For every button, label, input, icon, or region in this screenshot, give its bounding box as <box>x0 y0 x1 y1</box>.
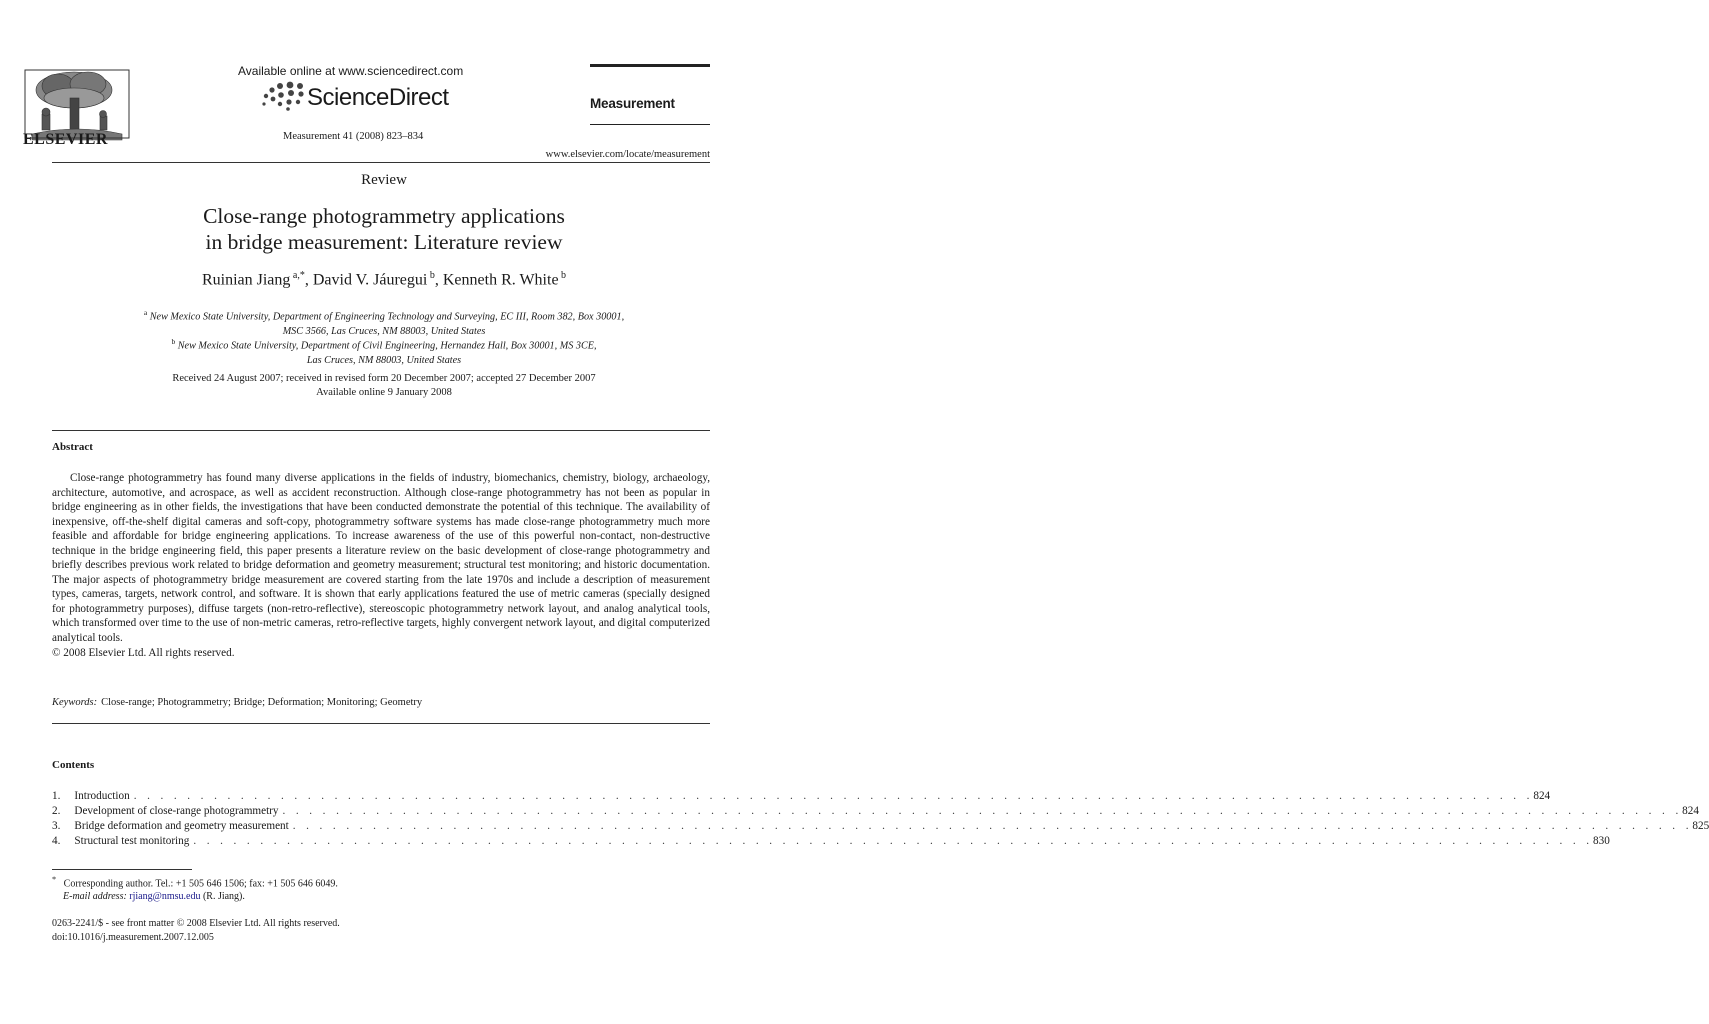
toc-leader: . . . . . . . . . . . . . . . . . . . . . . . . . . . . . . . . . . . . . . . . . . . . . . . . . . . . . . . . . . . . . . . . . . . . . . . . . . . . . . . . . . . . . . . . . . . . . . . . . . . . . . . . . <box>133 790 1534 802</box>
email-link[interactable]: rjiang@nmsu.edu <box>129 891 201 903</box>
table-of-contents <box>52 789 1709 849</box>
toc-page: 824 <box>1533 790 1551 802</box>
toc-page: 824 <box>1682 805 1699 817</box>
abstract-bottom-rule <box>52 723 710 724</box>
affiliation-line: Las Cruces, NM 88003, United States <box>306 354 462 366</box>
affiliation-sup: b <box>171 337 176 346</box>
footnote <box>52 873 338 903</box>
toc-title: Development of close-range photogrammetry <box>74 805 279 817</box>
author-name[interactable]: Kenneth R. White <box>442 271 559 289</box>
article-history <box>0 372 768 400</box>
journal-name: Measurement <box>590 96 675 111</box>
doi-line: doi:10.1016/j.measurement.2007.12.005 <box>52 932 214 943</box>
publisher-name: ELSEVIER <box>23 131 108 148</box>
abstract-heading: Abstract <box>52 441 93 453</box>
author-name[interactable]: David V. Jáuregui <box>312 271 428 289</box>
author-list: Ruinian Jiang $^{a,*}$, David V. Jáuregui $^b$, Kenneth R. White $^b$ <box>201 270 567 289</box>
author-sup: a,* <box>292 270 305 281</box>
toc-title: Introduction <box>74 790 130 802</box>
contents-heading: Contents <box>52 759 95 771</box>
toc-page: 825 <box>1692 820 1709 832</box>
title-line-2: in bridge measurement: Literature review <box>205 230 563 254</box>
keywords <box>52 697 422 708</box>
abstract-text: Close-range photogrammetry has found many diverse applications in the fields of industry, biomechanics, chemistry, biology, archaeology, architecture, automotive, and acrospace, as well as accident reconstruction. Although close-range photogrammetry has not been as popular in bridge engineering as in other fields, the investigations that have been conducted demonstrate the potential of this technique. The availability of inexpensive, off-the-shelf digital cameras and soft-copy, photogrammetry software systems has made close-range photogrammetry much more feasible and affordable for bridge engineering applications. To increase awareness of the use of this powerful non-contact, non-destructive technique in the bridge engineering field, this paper presents a literature review on the basic development of close-range photogrammetry and briefly describes previous work related to bridge deformation and geometry measurement; structural test monitoring; and historic documentation. The major aspects of photogrammetry bridge measurement are covered starting from the late 1970s and include a description of measurement types, cameras, targets, network control, and software. It is shown that early applications featured the use of metric cameras (specially designed for photogrammetry purposes), diffuse targets (non-retro-reflective), stereoscopic photogrammetry network layout, and analog analytical tools, which transformed over time to the use of non-metric cameras, retro-reflective targets, highly convergent network layout, and digital computerized analytical tools. <box>52 472 710 645</box>
affiliation-line: MSC 3566, Las Cruces, NM 88003, United States <box>282 325 486 337</box>
sciencedirect-dots-icon <box>258 80 306 112</box>
email-owner: (R. Jiang). <box>202 891 245 903</box>
article-type: Review <box>361 172 407 188</box>
toc-title: Bridge deformation and geometry measurement <box>74 820 289 832</box>
journal-reference: Measurement 41 (2008) 823–834 <box>283 131 424 142</box>
toc-item[interactable] <box>52 834 1610 849</box>
affiliation-b <box>80 335 688 368</box>
issn-block <box>52 917 340 945</box>
toc-number: 3. <box>52 820 61 832</box>
author-sup: b <box>561 270 567 281</box>
keywords-text: Close-range; Photogrammetry; Bridge; Deformation; Monitoring; Geometry <box>101 697 423 708</box>
journal-url-link[interactable]: www.elsevier.com/locate/measurement <box>545 149 710 160</box>
abstract-copyright: © 2008 Elsevier Ltd. All rights reserved. <box>52 646 235 659</box>
article-title <box>0 203 768 255</box>
journal-banner-bottom-rule <box>590 124 710 125</box>
received-dates: Received 24 August 2007; received in revised form 20 December 2007; accepted 27 December 2007 <box>172 373 596 384</box>
abstract-body <box>52 471 710 660</box>
available-online-text: Available online at www.sciencedirect.com <box>238 64 464 78</box>
toc-number: 4. <box>52 835 61 847</box>
toc-page: 830 <box>1593 835 1610 847</box>
author-name[interactable]: Ruinian Jiang <box>201 271 291 289</box>
toc-title: Structural test monitoring <box>74 835 190 847</box>
toc-leader: . . . . . . . . . . . . . . . . . . . . . . . . . . . . . . . . . . . . . . . . . . . . . . . . . . . . . . . . . . . . . . . . . . . . . . . . . . . . . . . . . . . . . . . . . . . . . . . . . . . . . . . . . <box>193 835 1594 847</box>
footnote-rule <box>52 869 192 870</box>
toc-number: 2. <box>52 805 61 817</box>
toc-item[interactable] <box>52 819 1709 834</box>
keywords-label: Keywords: <box>52 697 98 708</box>
toc-item[interactable] <box>52 789 1551 804</box>
sciencedirect-logo-text: ScienceDirect <box>307 84 449 111</box>
affiliation-line: New Mexico State University, Department of Engineering Technology and Surveying, EC III, Room 382, Box 30001, <box>149 311 625 323</box>
toc-leader: . . . . . . . . . . . . . . . . . . . . . . . . . . . . . . . . . . . . . . . . . . . . . . . . . . . . . . . . . . . . . . . . . . . . . . . . . . . . . . . . . . . . . . . . . . . . . . . . . . . . . . . . . <box>292 820 1693 832</box>
header-divider <box>52 162 710 163</box>
available-date: Available online 9 January 2008 <box>316 387 452 398</box>
title-line-1: Close-range photogrammetry applications <box>203 204 565 228</box>
abstract-top-rule <box>52 430 710 431</box>
issn-line: 0263-2241/$ - see front matter © 2008 Elsevier Ltd. All rights reserved. <box>52 918 340 929</box>
toc-item[interactable] <box>52 804 1699 819</box>
email-label: E-mail address: <box>63 891 127 903</box>
affiliation-line: New Mexico State University, Department of Civil Engineering, Hernandez Hall, Box 30001, MS 3CE, <box>177 340 597 352</box>
toc-number: 1. <box>52 790 61 802</box>
affiliation-sup: a <box>143 308 148 317</box>
footnote-mark: * <box>52 875 57 884</box>
toc-leader: . . . . . . . . . . . . . . . . . . . . . . . . . . . . . . . . . . . . . . . . . . . . . . . . . . . . . . . . . . . . . . . . . . . . . . . . . . . . . . . . . . . . . . . . . . . . . . . . . . . . . . . . . <box>282 805 1683 817</box>
author-sup: b <box>429 270 435 281</box>
corresponding-author: Corresponding author. Tel.: +1 505 646 1506; fax: +1 505 646 6049. <box>63 878 338 890</box>
journal-banner-top-rule <box>590 64 710 67</box>
